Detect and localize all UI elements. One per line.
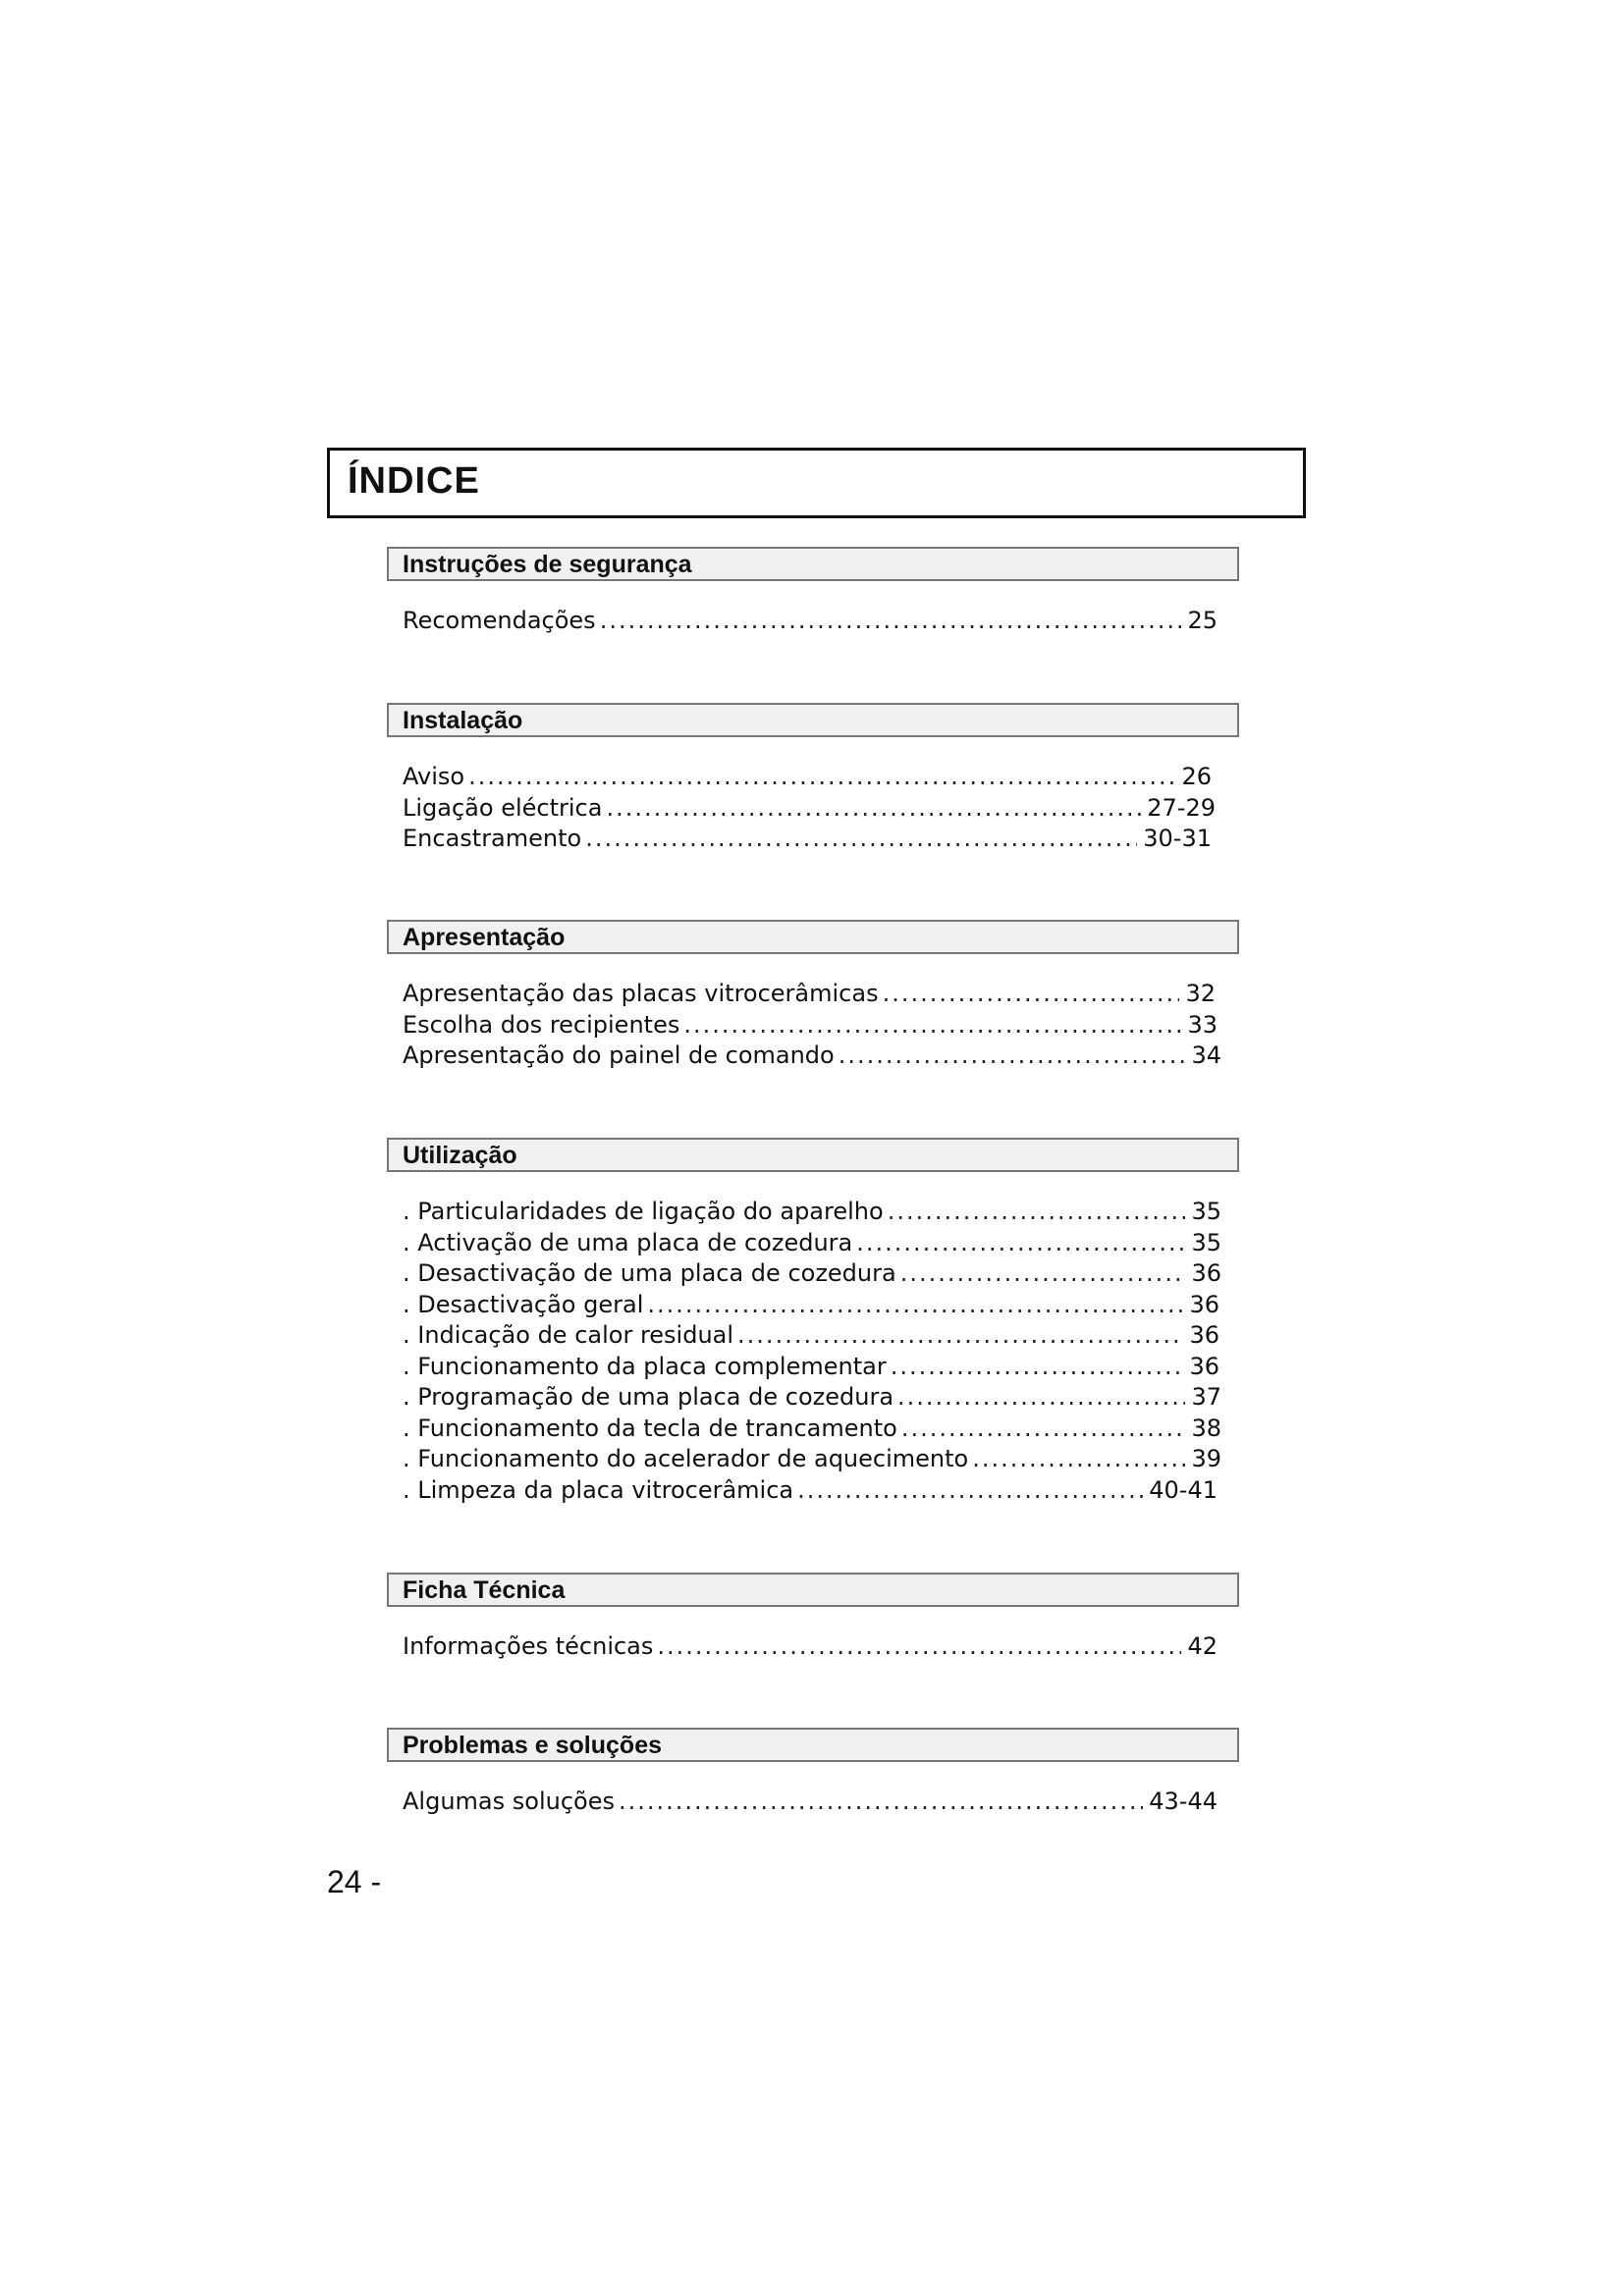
toc-entry-page: 43-44 (1149, 1788, 1218, 1815)
toc-entry-label: . Funcionamento da tecla de trancamento (403, 1414, 897, 1442)
section-installation (387, 703, 1239, 855)
toc-entry[interactable] (403, 1382, 1221, 1414)
dot-leader (600, 606, 1182, 637)
section-header-label: Instalação (403, 707, 523, 734)
toc-entry[interactable] (403, 1258, 1221, 1290)
section-header-label: Utilização (403, 1142, 517, 1169)
dot-leader (683, 1010, 1181, 1041)
toc-entry-page: 36 (1189, 1290, 1219, 1318)
dot-leader (797, 1475, 1143, 1507)
toc-entry[interactable] (403, 606, 1218, 637)
index-title-box (327, 448, 1306, 518)
toc-entry-label: Escolha dos recipientes (403, 1010, 680, 1039)
toc-entry-label: . Activação de uma placa de cozedura (403, 1228, 853, 1256)
toc-entry-label: Encastramento (403, 825, 582, 852)
toc-entry-page: 33 (1187, 1010, 1218, 1039)
dot-leader (900, 1258, 1186, 1290)
toc-entry-label: . Desactivação geral (403, 1290, 644, 1318)
section-safety (387, 547, 1239, 637)
section-troubleshooting (387, 1728, 1239, 1818)
toc-entry[interactable] (403, 1010, 1218, 1041)
dot-leader (468, 762, 1175, 793)
dot-leader (657, 1631, 1181, 1663)
toc-entry[interactable] (403, 1444, 1221, 1475)
section-header (387, 1138, 1239, 1172)
section-header-label: Instruções de segurança (403, 551, 692, 578)
toc-entries (387, 1197, 1239, 1506)
section-header (387, 1573, 1239, 1607)
toc-entry[interactable] (403, 1320, 1219, 1352)
section-header (387, 547, 1239, 581)
dot-leader (901, 1414, 1186, 1445)
dot-leader (737, 1320, 1183, 1352)
toc-entry-page: 35 (1191, 1228, 1221, 1256)
toc-entry-page: 42 (1187, 1632, 1218, 1660)
section-presentation (387, 920, 1239, 1072)
toc-entries (387, 606, 1239, 637)
toc-entry[interactable] (403, 824, 1212, 855)
toc-entry-label: . Programação de uma placa de cozedura (403, 1383, 894, 1411)
section-header (387, 920, 1239, 954)
dot-leader (606, 793, 1141, 825)
toc-entry-label: . Funcionamento do acelerador de aquecimento (403, 1445, 969, 1472)
dot-leader (897, 1382, 1185, 1414)
toc-entry-page: 26 (1181, 763, 1212, 790)
toc-entry-label: . Limpeza da placa vitrocerâmica (403, 1475, 794, 1504)
dot-leader (647, 1290, 1183, 1321)
dot-leader (972, 1444, 1185, 1475)
dot-leader (888, 1197, 1186, 1228)
toc-entry-label: Informações técnicas (403, 1632, 654, 1660)
dot-leader (883, 979, 1180, 1010)
dot-leader (839, 1041, 1186, 1072)
toc-entry-page: 37 (1191, 1383, 1221, 1411)
toc-entry-page: 36 (1189, 1321, 1219, 1349)
dot-leader (856, 1228, 1185, 1259)
toc-entry-page: 34 (1191, 1041, 1221, 1069)
toc-entry[interactable] (403, 1041, 1221, 1072)
toc-entry[interactable] (403, 1228, 1221, 1259)
toc-entry-label: Apresentação do painel de comando (403, 1041, 835, 1069)
toc-entry-page: 38 (1191, 1414, 1221, 1442)
dot-leader (585, 824, 1137, 855)
toc-entry[interactable] (403, 1631, 1218, 1663)
page-title: ÍNDICE (348, 460, 480, 502)
toc-entry-page: 27-29 (1147, 793, 1216, 822)
toc-entry[interactable] (403, 1414, 1221, 1445)
toc-entry-page: 35 (1191, 1198, 1221, 1225)
toc-entries (387, 1631, 1239, 1663)
toc-entry-label: . Funcionamento da placa complementar (403, 1352, 887, 1380)
toc-entries (387, 1787, 1239, 1818)
toc-entry-label: . Desactivação de uma placa de cozedura (403, 1259, 896, 1287)
dot-leader (619, 1787, 1143, 1818)
toc-entry[interactable] (403, 1197, 1221, 1228)
toc-entry[interactable] (403, 1352, 1219, 1383)
toc-entry[interactable] (403, 979, 1216, 1010)
section-header-label: Problemas e soluções (403, 1732, 663, 1759)
toc-entry-label: Algumas soluções (403, 1788, 615, 1815)
toc-entries (387, 762, 1239, 855)
toc-entry[interactable] (403, 762, 1212, 793)
toc-entry[interactable] (403, 1475, 1218, 1507)
toc-entry-page: 36 (1191, 1259, 1221, 1287)
dot-leader (891, 1352, 1184, 1383)
toc-entry-page: 40-41 (1149, 1475, 1218, 1504)
toc-entry-label: . Particularidades de ligação do aparelho (403, 1198, 884, 1225)
page-number: 24 - (327, 1864, 382, 1899)
toc-entry-label: Ligação eléctrica (403, 793, 603, 822)
toc-entries (387, 979, 1239, 1072)
toc-entry-page: 30-31 (1143, 825, 1212, 852)
toc-entry-label: Apresentação das placas vitrocerâmicas (403, 980, 879, 1007)
section-usage (387, 1138, 1239, 1506)
section-header (387, 703, 1239, 737)
section-header-label: Apresentação (403, 924, 566, 951)
section-header (387, 1728, 1239, 1762)
toc-entry[interactable] (403, 1290, 1219, 1321)
toc-entry[interactable] (403, 793, 1216, 825)
toc-entry-page: 25 (1187, 607, 1218, 634)
toc-entry-page: 39 (1191, 1445, 1221, 1472)
section-header-label: Ficha Técnica (403, 1576, 566, 1604)
toc-entry-label: Recomendações (403, 607, 596, 634)
toc-entry-label: Aviso (403, 763, 465, 790)
toc-entry-label: . Indicação de calor residual (403, 1321, 734, 1349)
toc-entry-page: 32 (1185, 980, 1216, 1007)
toc-entry[interactable] (403, 1787, 1218, 1818)
toc-entry-page: 36 (1189, 1352, 1219, 1380)
section-technical-sheet (387, 1573, 1239, 1663)
